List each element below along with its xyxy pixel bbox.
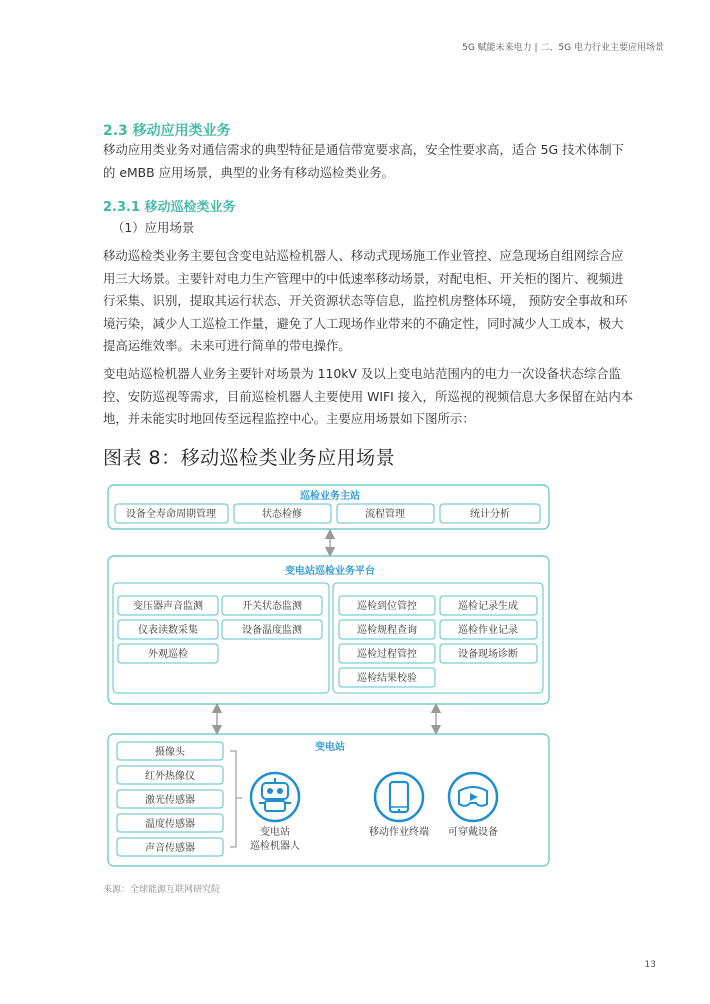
platform-item-label: 变压器声音监测 bbox=[133, 601, 203, 612]
wearable-label: 可穿戴设备 bbox=[448, 827, 498, 838]
subsection-heading: 2.3.1 移动巡检类业务 bbox=[103, 200, 236, 215]
intro-line: 移动应用类业务对通信需求的典型特征是通信带宽要求高，安全性要求高，适合 5G 技术体制下 bbox=[103, 142, 624, 157]
platform-item-label: 巡检结果校验 bbox=[357, 673, 417, 684]
master-item-label: 状态检修 bbox=[262, 509, 302, 520]
sensor-label: 激光传感器 bbox=[145, 795, 195, 806]
page-number: 13 bbox=[644, 960, 656, 970]
para1-line: 行采集、识别，提取其运行状态、开关资源状态等信息，监控机房整体环境， 预防安全事故和环 bbox=[103, 293, 628, 308]
figure-title: 图表 8：移动巡检类业务应用场景 bbox=[103, 447, 396, 469]
platform-item-label: 巡检规程查询 bbox=[357, 625, 417, 636]
platform-item-label: 设备现场诊断 bbox=[458, 649, 518, 660]
master-item-label: 流程管理 bbox=[365, 509, 405, 520]
figure-source: 来源：全球能源互联网研究院 bbox=[103, 885, 221, 895]
robot-label: 巡检机器人 bbox=[250, 841, 300, 852]
para2-line: 控、安防巡视等需求，目前巡检机器人主要使用 WIFI 接入，所巡视的视频信息大多保留在站内本 bbox=[103, 388, 634, 404]
master-item-label: 统计分析 bbox=[470, 509, 510, 520]
robot-label: 变电站 bbox=[260, 827, 290, 838]
running-header: 5G 赋能未来电力 | 二、5G 电力行业主要应用场景 bbox=[462, 43, 664, 53]
master-station-title: 巡检业务主站 bbox=[300, 491, 360, 502]
para1-line: 移动巡检类业务主要包含变电站巡检机器人、移动式现场施工作业管控、应急现场自组网综合应 bbox=[103, 248, 624, 263]
intro-line: 的 eMBB 应用场景，典型的业务有移动巡检类业务。 bbox=[103, 164, 395, 180]
master-item-label: 设备全寿命周期管理 bbox=[126, 509, 216, 520]
platform-item-label: 巡检过程管控 bbox=[357, 649, 417, 660]
para1-line: 境污染，减少人工巡检工作量，避免了人工现场作业带来的不确定性，同时减少人工成本，极大 bbox=[103, 315, 624, 331]
section-heading: 2.3 移动应用类业务 bbox=[103, 123, 231, 139]
sensor-list bbox=[117, 742, 223, 856]
platform-item-label: 巡检记录生成 bbox=[458, 601, 518, 612]
terminal-label: 移动作业终端 bbox=[369, 827, 429, 838]
para1-line: 用三大场景。主要针对电力生产管理中的中低速率移动场景，对配电柜、开关柜的图片、视频进 bbox=[103, 270, 624, 286]
vr-headset-icon bbox=[449, 773, 497, 821]
robot-icon bbox=[251, 773, 299, 821]
platform-title: 变电站巡检业务平台 bbox=[285, 566, 375, 577]
platform-item-label: 巡检作业记录 bbox=[458, 625, 518, 636]
platform-item-label: 外观巡检 bbox=[148, 649, 188, 660]
platform-item-label: 设备温度监测 bbox=[242, 625, 302, 636]
sensor-label: 红外热像仪 bbox=[145, 771, 195, 782]
mobile-terminal-icon bbox=[375, 773, 423, 821]
platform-item-label: 巡检到位管控 bbox=[357, 601, 417, 612]
platform-item-label: 开关状态监测 bbox=[242, 601, 302, 612]
platform-item-label: 仪表读数采集 bbox=[138, 625, 198, 636]
sensor-label: 温度传感器 bbox=[145, 819, 195, 830]
sensor-label: 声音传感器 bbox=[145, 843, 195, 854]
sensor-label: 摄像头 bbox=[155, 747, 185, 758]
para2-line: 变电站巡检机器人业务主要针对场景为 110kV 及以上变电站范围内的电力一次设备状态综合监 bbox=[103, 366, 622, 381]
subsection-subheading: （1）应用场景 bbox=[112, 220, 195, 235]
master-items bbox=[115, 504, 540, 523]
para1-line: 提高运维效率。未来可进行简单的带电操作。 bbox=[103, 338, 351, 353]
substation-title: 变电站 bbox=[315, 742, 345, 753]
para2-line: 地，并未能实时地回传至远程监控中心。主要应用场景如下图所示： bbox=[103, 411, 475, 426]
